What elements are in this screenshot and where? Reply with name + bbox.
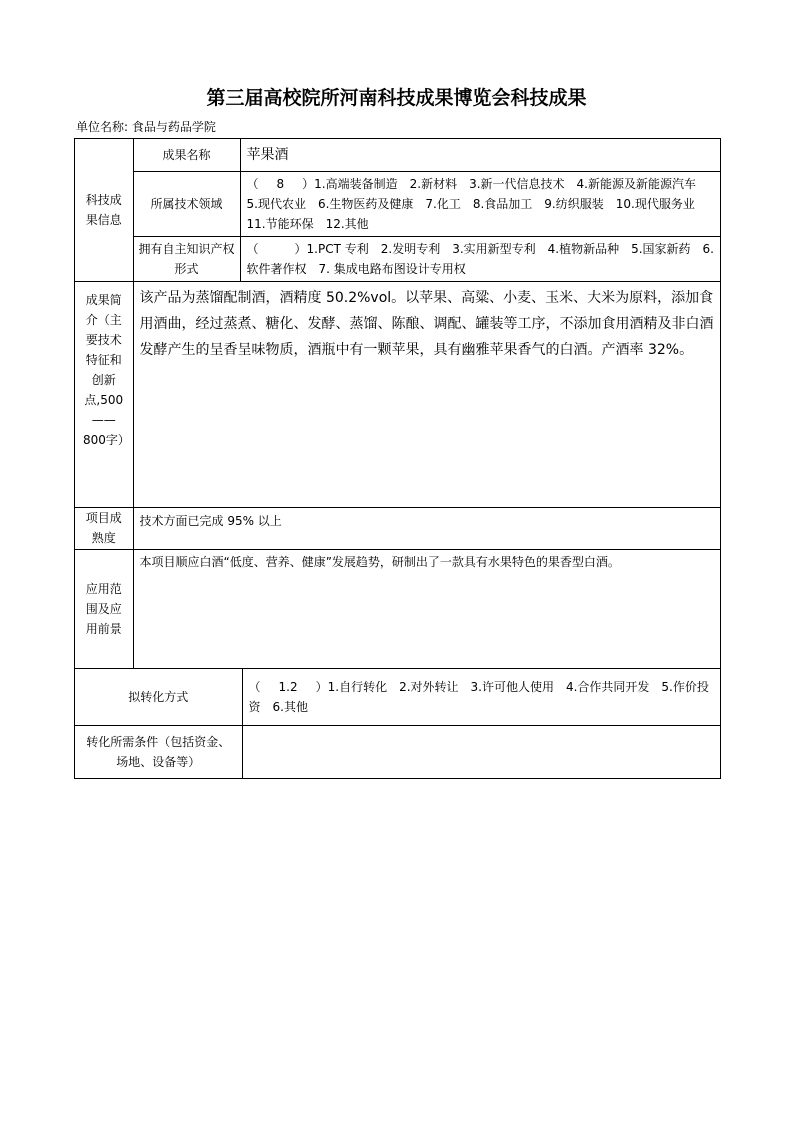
conditions-value[interactable] [242, 725, 720, 778]
maturity-label: 项目成熟度 [75, 507, 133, 549]
tech-field-cell [240, 171, 720, 236]
intro-text: 该产品为蒸馏配制酒，酒精度 50.2%vol。以苹果、高粱、小麦、玉米、大米为原料，添加食用酒曲，经过蒸煮、糖化、发酵、蒸馏、陈酿、调配、罐装等工序，不添加食用酒精及非白酒发酵产生的呈香呈味物质，酒瓶中有一颗苹果，具有幽雅苹果香气的白酒。产酒率 32%。 [133, 281, 720, 507]
transfer-method-cell [242, 669, 720, 725]
transfer-selected: 1.2 [278, 679, 298, 694]
tech-field-options: 1.高端装备制造 2.新材料 3.新一代信息技术 4.新能源及新能源汽车 5.现代农业 6.生物医药及健康 7.化工 8.食品加工 9.纺织服装 10.现代服务业 11.节能环保 12.其他 [246, 176, 708, 231]
transfer-options: 1.自行转化 2.对外转让 3.许可他人使用 4.合作共同开发 5.作价投资 6.其他 [248, 679, 709, 714]
achievement-name-value: 苹果酒 [240, 139, 720, 171]
maturity-text: 技术方面已完成 95% 以上 [133, 507, 720, 549]
transfer-method-label: 拟转化方式 [75, 669, 242, 725]
tech-info-group-label: 科技成果信息 [75, 139, 133, 281]
application-text: 本项目顺应白酒“低度、营养、健康”发展趋势，研制出了一款具有水果特色的果香型白酒。 [133, 549, 720, 668]
unit-name-line [76, 119, 216, 135]
ip-close-paren: ） [294, 241, 307, 256]
unit-name-label: 单位名称: [76, 120, 129, 134]
application-label: 应用范围及应用前景 [75, 549, 133, 668]
transfer-open-paren: （ [248, 679, 261, 694]
tech-field-close-paren: ） [302, 176, 315, 191]
transfer-table [74, 668, 721, 779]
ip-form-cell [240, 236, 720, 281]
conditions-label: 转化所需条件（包括资金、场地、设备等） [75, 725, 242, 778]
intro-label: 成果简介（主要技术特征和创新点,500——800字） [75, 281, 133, 507]
tech-field-label: 所属技术领域 [133, 171, 240, 236]
document-title: 第三届高校院所河南科技成果博览会科技成果 [206, 87, 587, 109]
achievement-name-label: 成果名称 [133, 139, 240, 171]
transfer-close-paren: ） [315, 679, 328, 694]
ip-open-paren: （ [246, 241, 259, 256]
tech-field-selected: 8 [276, 176, 285, 191]
ip-options: 1.PCT 专利 2.发明专利 3.实用新型专利 4.植物新品种 5.国家新药 6.软件著作权 7. 集成电路布图设计专用权 [246, 241, 714, 276]
unit-name-value: 食品与药品学院 [131, 120, 216, 134]
main-form-table [74, 138, 721, 669]
ip-form-label: 拥有自主知识产权形式 [133, 236, 240, 281]
tech-field-open-paren: （ [246, 176, 259, 191]
